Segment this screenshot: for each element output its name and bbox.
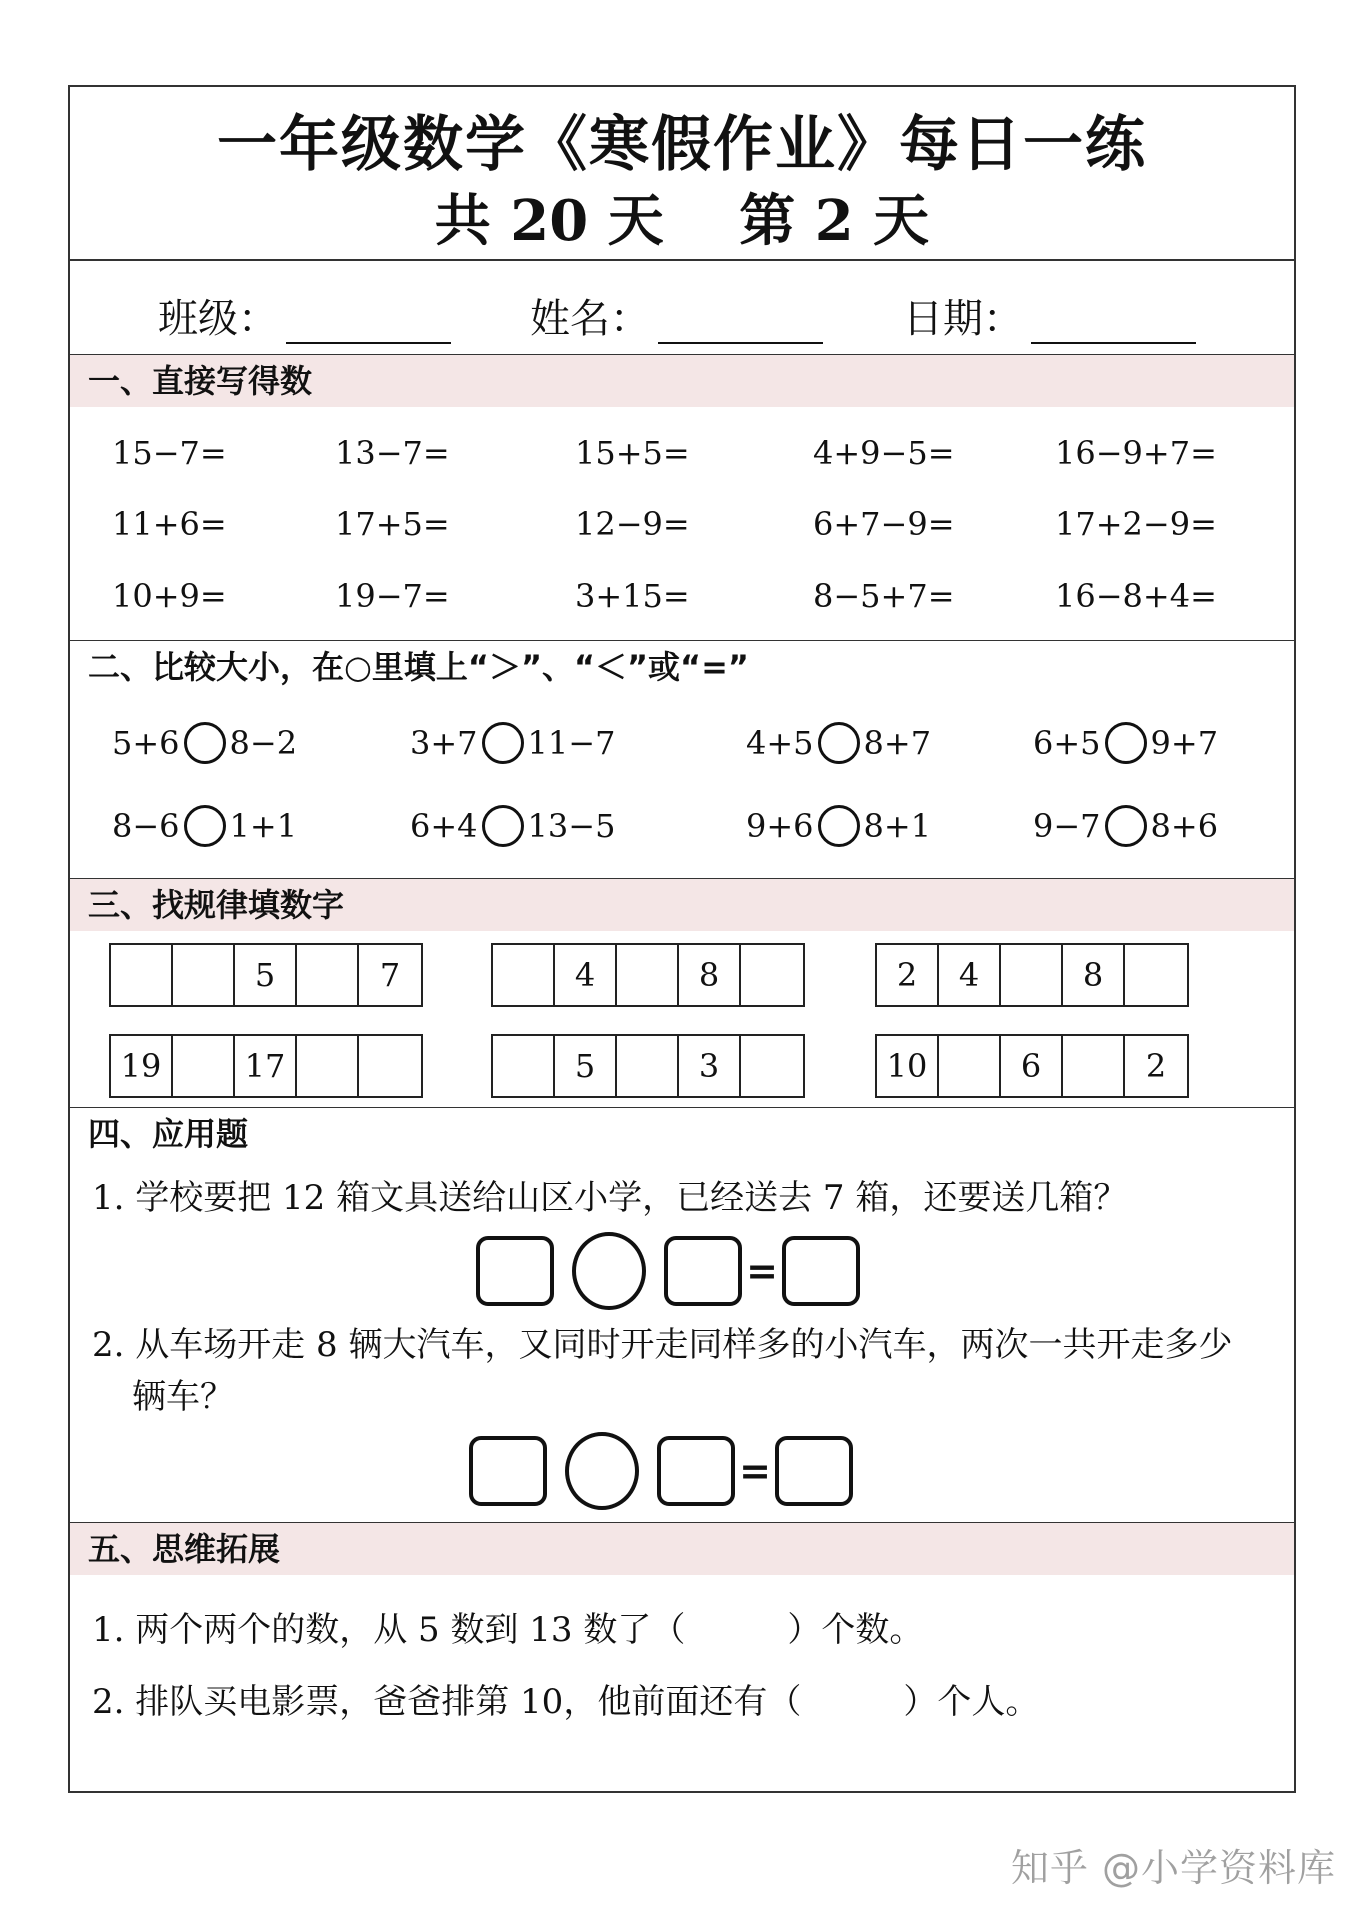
compare-circle[interactable] xyxy=(184,805,226,847)
compare-item xyxy=(410,805,615,847)
sequence-cell[interactable]: 19 xyxy=(111,1036,173,1096)
expression: 8−5+7= xyxy=(813,577,955,615)
expression: 6+7−9= xyxy=(813,505,955,543)
sequence-cell[interactable]: 10 xyxy=(877,1036,939,1096)
sequence-cell[interactable] xyxy=(111,945,173,1005)
thinking-question-1: 1. 两个两个的数，从 5 数到 13 数了（ ）个数。 xyxy=(92,1610,924,1650)
compare-right: 8+1 xyxy=(863,807,932,845)
word-problem-2: 2. 从车场开走 8 辆大汽车，又同时开走同样多的小汽车，两次一共开走多少 xyxy=(92,1325,1233,1365)
compare-left: 6+5 xyxy=(1033,724,1101,762)
compare-left: 9+6 xyxy=(746,807,814,845)
compare-circle[interactable] xyxy=(482,805,524,847)
compare-right: 8−2 xyxy=(229,724,298,762)
compare-item xyxy=(112,805,297,847)
worksheet-title: 一年级数学《寒假作业》每日一练 xyxy=(217,110,1147,180)
sequence-cell[interactable] xyxy=(1125,945,1187,1005)
sequence-cell[interactable]: 6 xyxy=(1001,1036,1063,1096)
date-blank[interactable] xyxy=(1031,306,1196,344)
sequence-cell[interactable] xyxy=(173,1036,235,1096)
sequence-cell[interactable] xyxy=(1001,945,1063,1005)
expression: 12−9= xyxy=(575,505,690,543)
sequence-grid xyxy=(875,943,1189,1007)
answer-box[interactable] xyxy=(657,1436,735,1506)
compare-item xyxy=(410,722,615,764)
expression: 15+5= xyxy=(575,434,690,472)
compare-right: 8+7 xyxy=(863,724,932,762)
compare-circle[interactable] xyxy=(818,722,860,764)
watermark: 知乎 @小学资料库 xyxy=(1010,1846,1336,1890)
expression: 16−8+4= xyxy=(1055,577,1217,615)
sequence-cell[interactable] xyxy=(741,1036,803,1096)
sequence-cell[interactable]: 4 xyxy=(939,945,1001,1005)
result-box[interactable] xyxy=(775,1436,853,1506)
compare-right: 11−7 xyxy=(527,724,616,762)
compare-right: 13−5 xyxy=(527,807,616,845)
expression: 11+6= xyxy=(112,505,227,543)
expression: 15−7= xyxy=(112,434,227,472)
sequence-cell[interactable]: 17 xyxy=(235,1036,297,1096)
section-1-heading: 一、直接写得数 xyxy=(70,355,1294,407)
name-label: 姓名： xyxy=(530,296,650,342)
sequence-cell[interactable]: 8 xyxy=(679,945,741,1005)
compare-left: 5+6 xyxy=(112,724,180,762)
sequence-cell[interactable] xyxy=(1063,1036,1125,1096)
sequence-cell[interactable] xyxy=(939,1036,1001,1096)
result-box[interactable] xyxy=(782,1236,860,1306)
section-4-heading: 四、应用题 xyxy=(70,1108,1294,1160)
expression: 17+2−9= xyxy=(1055,505,1217,543)
compare-circle[interactable] xyxy=(818,805,860,847)
operator-circle[interactable] xyxy=(572,1232,646,1310)
sequence-grid xyxy=(491,943,805,1007)
expression: 3+15= xyxy=(575,577,690,615)
word-problem-1: 1. 学校要把 12 箱文具送给山区小学，已经送去 7 箱，还要送几箱？ xyxy=(92,1178,1128,1218)
sequence-grid xyxy=(491,1034,805,1098)
compare-circle[interactable] xyxy=(184,722,226,764)
sequence-cell[interactable] xyxy=(493,945,555,1005)
answer-equation xyxy=(469,1432,853,1510)
expression: 13−7= xyxy=(335,434,450,472)
date-label: 日期： xyxy=(903,296,1023,342)
expression: 10+9= xyxy=(112,577,227,615)
sequence-cell[interactable]: 2 xyxy=(877,945,939,1005)
compare-left: 9−7 xyxy=(1033,807,1101,845)
sequence-cell[interactable] xyxy=(493,1036,555,1096)
total-days: 共 20 天 xyxy=(434,188,664,254)
sequence-grid xyxy=(109,943,423,1007)
compare-circle[interactable] xyxy=(1105,722,1147,764)
current-day: 第 2 天 xyxy=(739,188,930,254)
sequence-cell[interactable]: 5 xyxy=(555,1036,617,1096)
sequence-cell[interactable]: 5 xyxy=(235,945,297,1005)
compare-left: 3+7 xyxy=(410,724,478,762)
class-blank[interactable] xyxy=(286,306,451,344)
word-problem-2-continued: 辆车？ xyxy=(132,1377,234,1417)
compare-item xyxy=(1033,722,1218,764)
sequence-cell[interactable] xyxy=(741,945,803,1005)
compare-right: 9+7 xyxy=(1150,724,1219,762)
class-label: 班级： xyxy=(158,296,278,342)
expression: 17+5= xyxy=(335,505,450,543)
compare-right: 8+6 xyxy=(1150,807,1219,845)
compare-left: 6+4 xyxy=(410,807,478,845)
sequence-cell[interactable]: 3 xyxy=(679,1036,741,1096)
sequence-grid xyxy=(109,1034,423,1098)
sequence-cell[interactable]: 4 xyxy=(555,945,617,1005)
expression: 19−7= xyxy=(335,577,450,615)
equals-sign: = xyxy=(746,1249,778,1293)
name-field[interactable] xyxy=(530,287,823,344)
compare-circle[interactable] xyxy=(1105,805,1147,847)
section-3-heading: 三、找规律填数字 xyxy=(70,879,1294,931)
expression: 4+9−5= xyxy=(813,434,955,472)
sequence-cell[interactable] xyxy=(617,1036,679,1096)
compare-left: 4+5 xyxy=(746,724,814,762)
section-2-heading: 二、比较大小，在○里填上“＞”、“＜”或“=” xyxy=(70,641,1294,693)
sequence-cell[interactable] xyxy=(359,1036,421,1096)
class-field[interactable] xyxy=(158,287,451,344)
name-blank[interactable] xyxy=(658,306,823,344)
sequence-cell[interactable] xyxy=(297,1036,359,1096)
compare-right: 1+1 xyxy=(229,807,298,845)
sequence-cell[interactable] xyxy=(173,945,235,1005)
operator-circle[interactable] xyxy=(565,1432,639,1510)
answer-equation xyxy=(476,1232,860,1310)
thinking-question-2: 2. 排队买电影票，爸爸排第 10，他前面还有（ ）个人。 xyxy=(92,1682,1040,1722)
worksheet xyxy=(68,85,1296,1793)
answer-box[interactable] xyxy=(476,1236,554,1306)
expression: 16−9+7= xyxy=(1055,434,1217,472)
equals-sign: = xyxy=(739,1449,771,1493)
sequence-cell[interactable]: 8 xyxy=(1063,945,1125,1005)
sequence-cell[interactable]: 7 xyxy=(379,956,401,994)
section-5-heading: 五、思维拓展 xyxy=(70,1523,1294,1575)
sequence-cell[interactable] xyxy=(297,945,359,1005)
compare-left: 8−6 xyxy=(112,807,180,845)
compare-item xyxy=(1033,805,1218,847)
worksheet-subtitle xyxy=(70,177,1294,257)
divider xyxy=(70,259,1294,261)
compare-item xyxy=(112,722,297,764)
sequence-cell[interactable] xyxy=(617,945,679,1005)
sequence-cell[interactable]: 2 xyxy=(1145,1047,1167,1085)
compare-circle[interactable] xyxy=(482,722,524,764)
compare-item xyxy=(746,805,931,847)
answer-box[interactable] xyxy=(469,1436,547,1506)
sequence-grid xyxy=(875,1034,1189,1098)
compare-item xyxy=(746,722,931,764)
answer-box[interactable] xyxy=(664,1236,742,1306)
date-field[interactable] xyxy=(903,287,1196,344)
